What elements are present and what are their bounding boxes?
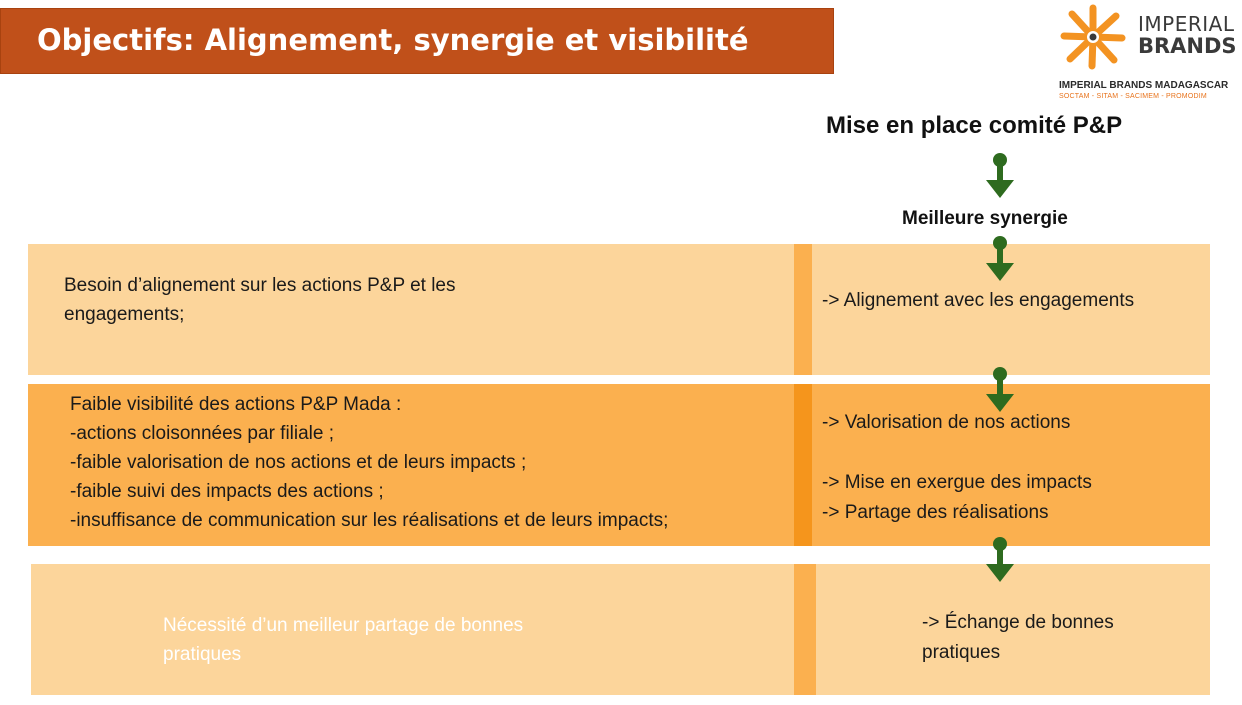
row-left-text: Nécessité d’un meilleur partage de bonnes pratiques [163,615,524,665]
row-left-text: Faible visibilité des actions P&P Mada : -actions cloisonnées par filiale ; -faible valorisation de nos actions et de leurs impacts ; -faible suivi des impacts des actions ; -insuffisance de communication sur les réalisations et de leurs impacts; [70,394,669,531]
down-arrow-icon [980,536,1020,584]
row-right-text: -> Échange de bonnes pratiques [922,612,1114,663]
header-sub: Meilleure synergie [902,208,1068,229]
row-right-text: -> Valorisation de nos actions -> Mise en exergue des impacts -> Partage des réalisations [822,412,1092,523]
slide-title: Objectifs: Alignement, synergie et visibilité [37,23,749,57]
logo-subtitle: IMPERIAL BRANDS MADAGASCAR [1059,80,1229,91]
row-left-cell [28,384,794,546]
row-left-cell [31,564,794,695]
row-left-cell [28,244,794,375]
logo-brand-line1: IMPERIAL [1138,12,1235,36]
logo-subsidiaries: SOCTAM - SITAM - SACIMEM - PROMODIM [1059,93,1207,100]
row-divider [794,244,812,375]
title-bar [0,8,834,74]
imperial-brands-logo [1050,2,1240,106]
row-alignment [28,244,1210,375]
row-right-text: -> Alignement avec les engagements [822,290,1135,311]
down-arrow-icon [980,152,1020,200]
row-divider [794,384,812,546]
down-arrow-icon [980,235,1020,283]
row-left-text: Besoin d’alignement sur les actions P&P et les engagements; [64,275,456,325]
down-arrow-icon [980,366,1020,414]
starburst-logo-icon [1058,2,1128,72]
header-main: Mise en place comité P&P [826,112,1123,139]
row-visibility [28,384,1210,546]
row-divider [794,564,816,695]
row-best-practices [31,564,1210,695]
logo-brand-line2: BRANDS [1138,34,1237,58]
